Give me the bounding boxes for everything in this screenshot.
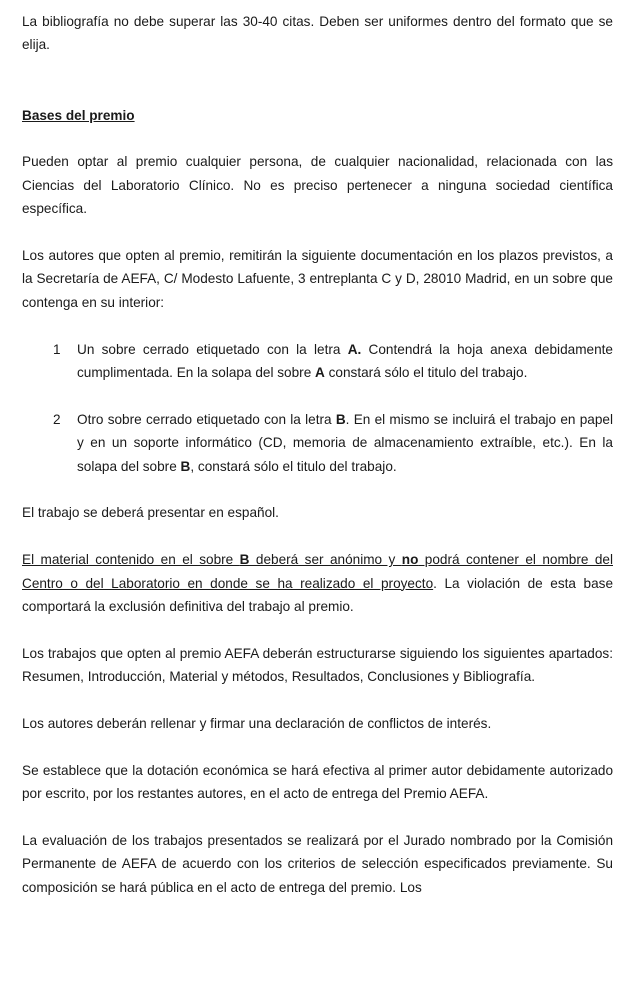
list-item: 1 Un sobre cerrado etiquetado con la letra A. Contendrá la hoja anexa debidamente cumplimentada. En la solapa del sobre A constará sólo el titulo del trabajo.	[22, 338, 613, 385]
sections-paragraph: Los trabajos que opten al premio AEFA deberán estructurarse siguiendo los siguientes apartados: Resumen, Introducción, Material y métodos, Resultados, Conclusiones y Bibliografía.	[22, 645, 613, 685]
section-heading: Bases del premio	[22, 107, 135, 123]
payment-paragraph: Se establece que la dotación económica se hará efectiva al primer autor debidamente autorizado por escrito, por los restantes autores, en el acto de entrega del Premio AEFA.	[22, 762, 613, 802]
list-item: 2 Otro sobre cerrado etiquetado con la letra B. En el mismo se incluirá el trabajo en papel y en un soporte informático (CD, memoria de almacenamiento extraíble, etc.). En la solapa del sobre B, constará sólo el titulo del trabajo.	[22, 408, 613, 478]
conflicts-paragraph: Los autores deberán rellenar y firmar una declaración de conflictos de interés.	[22, 716, 492, 732]
bibliography-paragraph: La bibliografía no debe superar las 30-40 citas. Deben ser uniformes dentro del formato que se elija.	[22, 14, 613, 53]
submission-paragraph: Los autores que opten al premio, remitirán la siguiente documentación en los plazos previstos, a la Secretaría de AEFA, C/ Modesto Lafuente, 3 entreplanta C y D, 28010 Madrid, en un sobre que contenga en su interior:	[22, 248, 613, 310]
list-item-number: 2	[53, 411, 61, 427]
eligibility-paragraph: Pueden optar al premio cualquier persona, de cualquier nacionalidad, relacionada con las Ciencias del Laboratorio Clínico. No es preciso pertenecer a ninguna sociedad científica específica.	[22, 154, 613, 217]
document-page	[22, 10, 613, 899]
anonymity-paragraph: El material contenido en el sobre B deberá ser anónimo y no podrá contener el nombre del Centro o del Laboratorio en donde se ha realizado el proyecto. La violación de esta base comportará la exclusión definitiva del trabajo al premio.	[22, 552, 614, 615]
language-paragraph: El trabajo se deberá presentar en español.	[22, 505, 279, 521]
list-item-number: 1	[53, 341, 61, 357]
evaluation-paragraph: La evaluación de los trabajos presentados se realizará por el Jurado nombrado por la Comisión Permanente de AEFA de acuerdo con los criterios de selección especificados previamente. Su composición se hará pública en el acto de entrega del premio. Los	[22, 833, 613, 895]
